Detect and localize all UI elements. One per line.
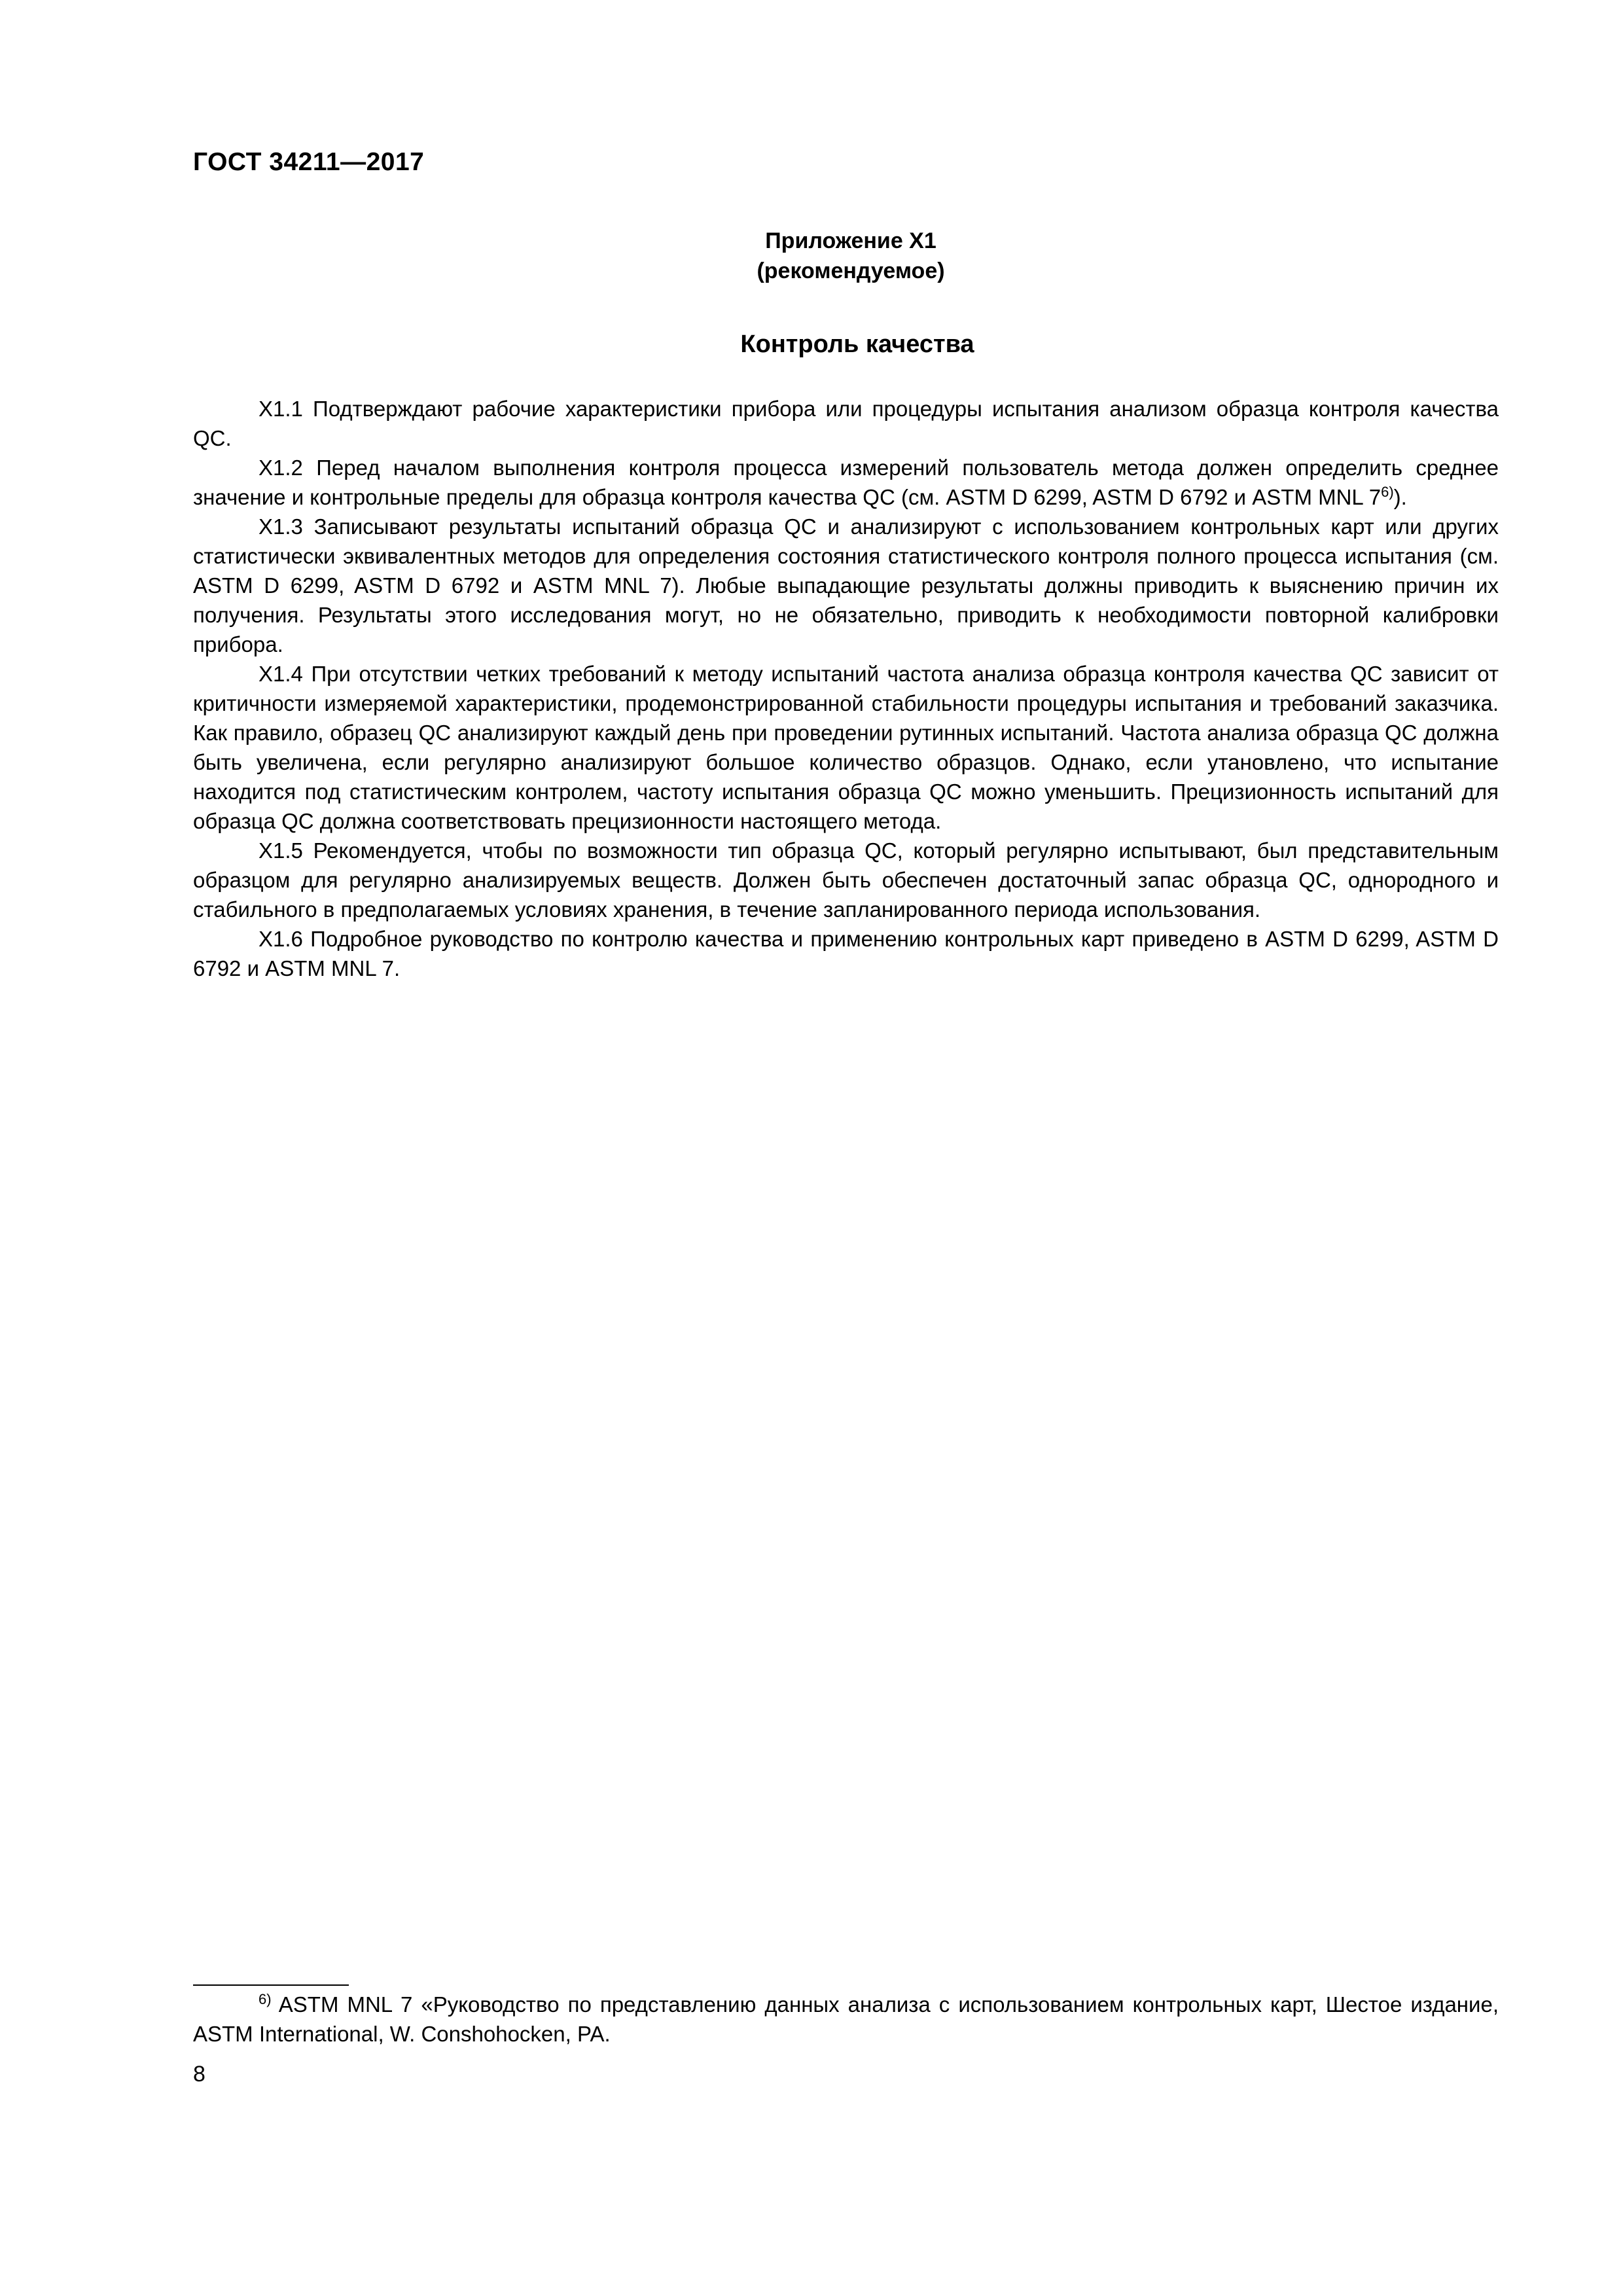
footnote-text: ASTM MNL 7 «Руководство по представлению данных анализа с использованием контрольных карт, Шестое издание, ASTM International, W. Conshohocken, PA. <box>193 1992 1499 2046</box>
paragraph-x1-5: X1.5 Рекомендуется, чтобы по возможности тип образца QC, который регулярно испытывают, был представительным образцом для регулярно анализируемых веществ. Должен быть обеспечен достаточный запас образца QC, однородного и стабильного в предполагаемых условиях хранения, в течение запланированного периода использования. <box>193 838 1499 922</box>
paragraph-x1-2-text: X1.2 Перед началом выполнения контроля процесса измерений пользователь метода должен определить среднее значение и контрольные пределы для образца контроля качества QC (см. ASTM D 6299, ASTM D 6792 и ASTM MNL 7 <box>193 456 1499 509</box>
appendix-status: (рекомендуемое) <box>757 259 945 283</box>
paragraph-x1-2-tail: ). <box>1393 485 1407 509</box>
paragraph-x1-1: X1.1 Подтверждают рабочие характеристики прибора или процедуры испытания анализом образца контроля качества QC. <box>193 397 1499 450</box>
paragraph-x1-2 <box>193 453 1499 512</box>
document-standard-number: ГОСТ 34211—2017 <box>193 148 425 176</box>
section-title-wrapper <box>0 331 1623 359</box>
footnote-marker: 6) <box>259 1991 272 2007</box>
paragraph-x1-3: X1.3 Записывают результаты испытаний образца QC и анализируют с использованием контрольных карт или других статистически эквивалентных методов для определения состояния статистического контроля полного процесса испытания (см. ASTM D 6299, ASTM D 6792 и ASTM MNL 7). Любые выпадающие результаты должны приводить к выяснению причин их получения. Результаты этого исследования могут, но не обязательно, приводить к необходимости повторной калибровки прибора. <box>193 514 1499 656</box>
section-title: Контроль качества <box>740 331 974 358</box>
footnote <box>193 1990 1499 2049</box>
appendix-heading <box>0 226 1623 286</box>
footnote-paragraph <box>193 1990 1499 2049</box>
appendix-title: Приложение X1 <box>765 228 936 253</box>
footnote-separator <box>193 1984 349 1986</box>
paragraph-x1-4: X1.4 При отсутствии четких требований к методу испытаний частота анализа образца контроля качества QC зависит от критичности измеряемой характеристики, продемонстрированной стабильности процедуры испытания и требований заказчика. Как правило, образец QC анализируют каждый день при проведении рутинных испытаний. Частота анализа образца QC должна быть увеличена, если регулярно анализируют большое количество образцов. Однако, если утановлено, что испытание находится под статистическим контролем, частоту испытания образца QC можно уменьшить. Прецизионность испытаний для образца QC должна соответствовать прецизионности настоящего метода. <box>193 662 1499 833</box>
footnote-reference[interactable]: 6) <box>1381 484 1394 500</box>
page-number: 8 <box>193 2062 205 2087</box>
paragraph-x1-6: X1.6 Подробное руководство по контролю качества и применению контрольных карт приведено в ASTM D 6299, ASTM D 6792 и ASTM MNL 7. <box>193 927 1499 980</box>
body-text <box>193 394 1499 983</box>
